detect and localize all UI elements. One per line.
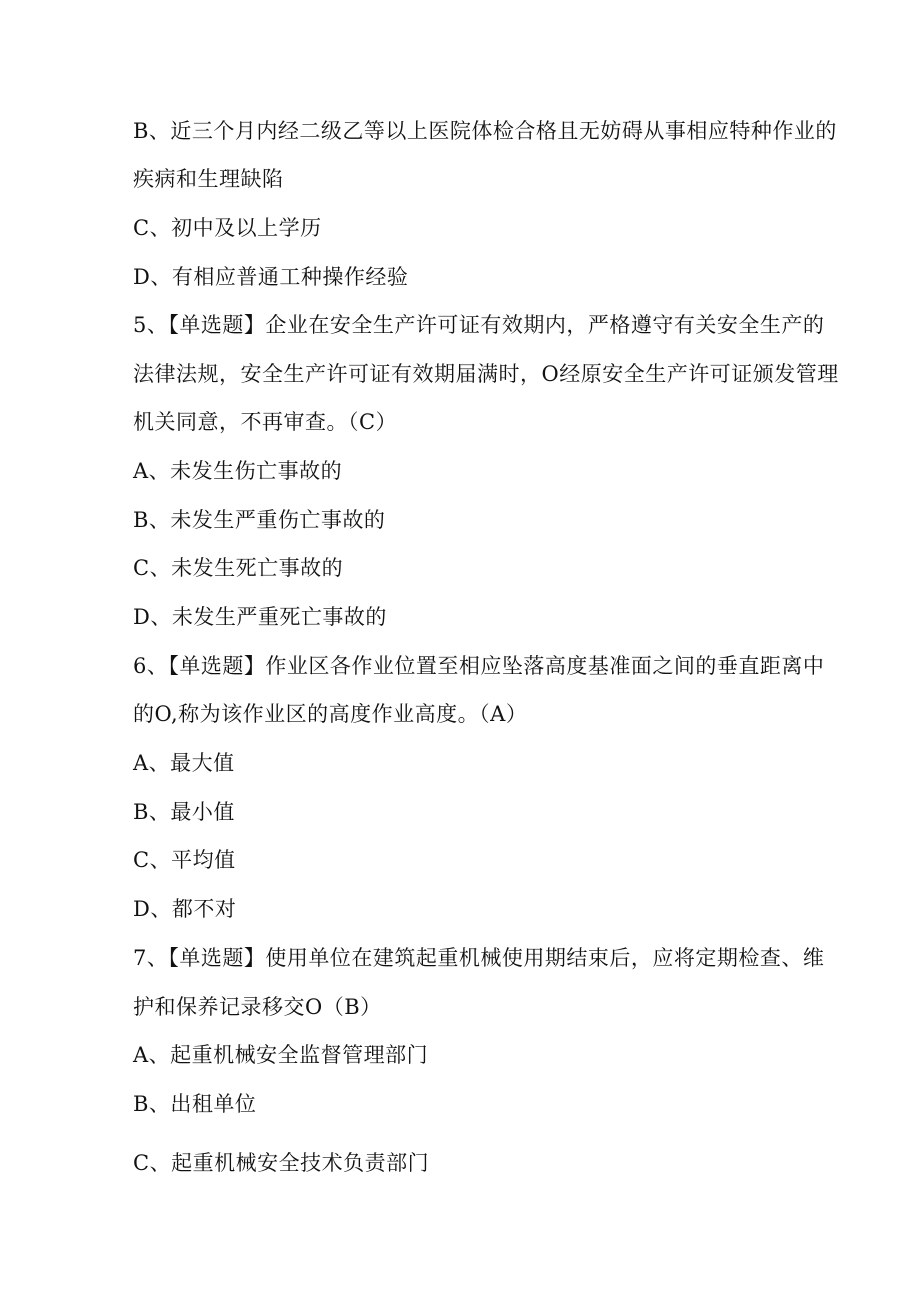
q5-option-b: B、未发生严重伤亡事故的 [133,508,386,532]
q6-option-a: A、最大值 [133,751,235,775]
q5-question-line-2: 法律法规，安全生产许可证有效期届满时，O经原安全生产许可证颁发管理 [133,362,839,386]
q6-option-c: C、平均值 [133,848,236,872]
q4-option-b-line-2: 疾病和生理缺陷 [133,167,284,191]
q5-question-line-3: 机关同意，不再审查。（C） [133,410,398,434]
q7-option-b: B、出租单位 [133,1092,257,1116]
q6-question-line-1: 6、【单选题】作业区各作业位置至相应坠落高度基准面之间的垂直距离中 [133,654,825,678]
q5-question-line-1: 5、【单选题】企业在安全生产许可证有效期内，严格遵守有关安全生产的 [133,313,825,337]
q4-option-c: C、初中及以上学历 [133,216,322,240]
q7-question-line-1: 7、【单选题】使用单位在建筑起重机械使用期结束后，应将定期检查、维 [133,946,825,970]
q4-option-b-line-1: B、近三个月内经二级乙等以上医院体检合格且无妨碍从事相应特种作业的 [133,119,837,143]
q7-question-line-2: 护和保养记录移交O（B） [133,995,382,1019]
q7-option-a: A、起重机械安全监督管理部门 [133,1043,429,1067]
q5-option-c: C、未发生死亡事故的 [133,556,344,580]
q6-option-b: B、最小值 [133,800,235,824]
q4-option-d: D、有相应普通工种操作经验 [133,265,409,289]
q6-option-d: D、都不对 [133,897,237,921]
q6-question-line-2: 的O,称为该作业区的高度作业高度。（A） [133,702,528,726]
q7-option-c: C、起重机械安全技术负责部门 [133,1151,430,1175]
q5-option-d: D、未发生严重死亡事故的 [133,605,387,629]
q5-option-a: A、未发生伤亡事故的 [133,459,343,483]
